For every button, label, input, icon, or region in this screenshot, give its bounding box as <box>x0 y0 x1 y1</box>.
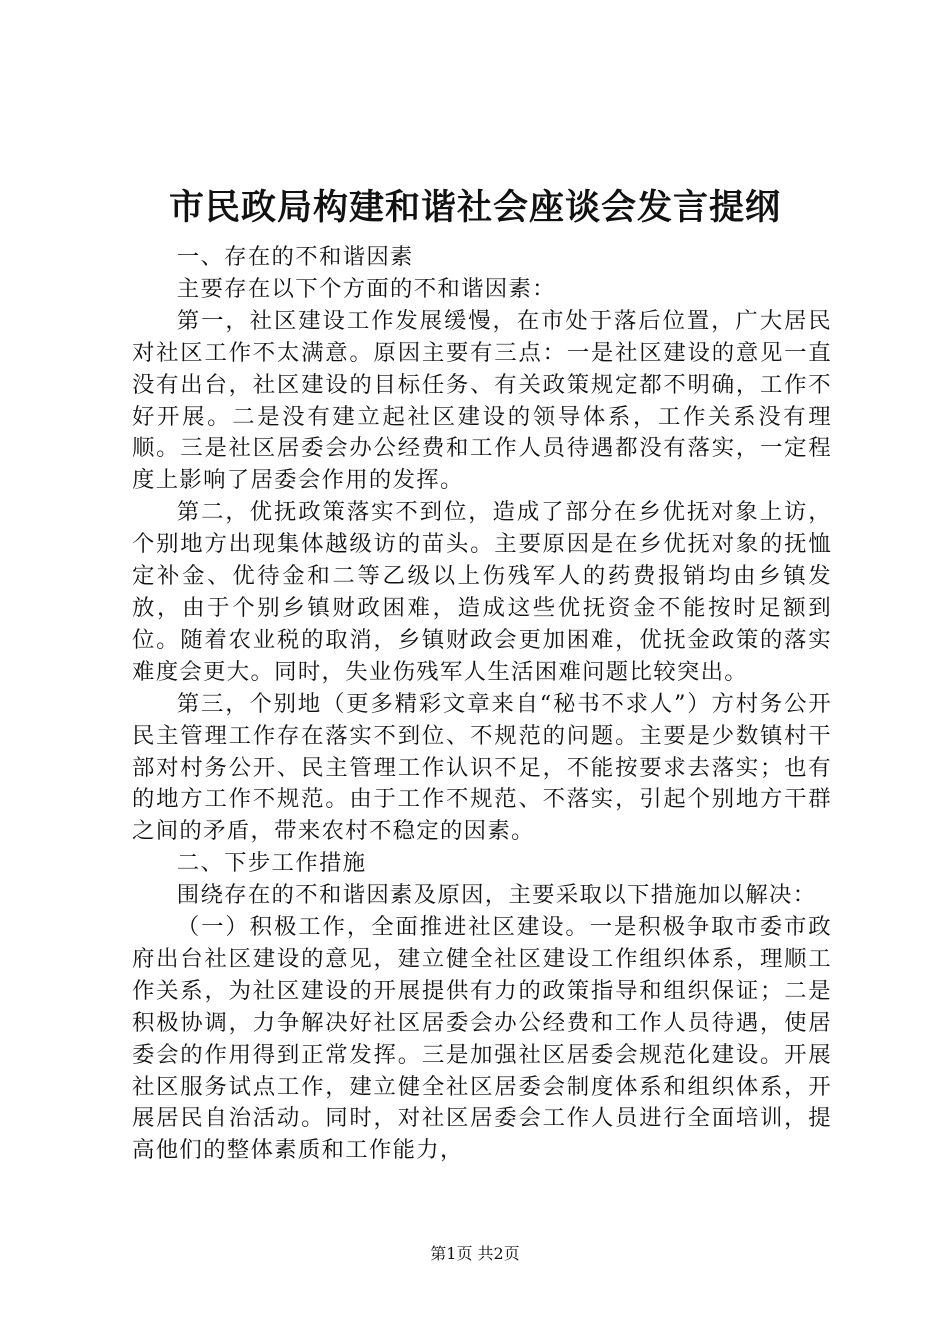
page-footer: 第1页 共2页 <box>430 1244 520 1263</box>
paragraph-measures-intro: 围绕存在的不和谐因素及原因，主要采取以下措施加以解决： <box>176 882 817 909</box>
section-heading-1: 一、存在的不和谐因素 <box>176 244 414 270</box>
paragraph-measure-1: （一）积极工作，全面推进社区建设。一是积极争取市委市政府出台社区建设的意见，建立健全社区建设工作组织体系，理顺工作关系，为社区建设的开展提供有力的政策指导和组织保证；二是积极协调，力争解决好社区居委会办公经费和工作人员待遇，使居委会的作用得到正常发挥。三是加强社区居委会规范化建设。开展社区服务试点工作，建立健全社区居委会制度体系和组织体系，开展居民自治活动。同时，对社区居委会工作人员进行全面培训，提高他们的整体素质和工作能力， <box>132 914 832 1164</box>
paragraph-second: 第二，优抚政策落实不到位，造成了部分在乡优抚对象上访，个别地方出现集体越级访的苗头。主要原因是在乡优抚对象的抚恤定补金、优待金和二等乙级以上伤残军人的药费报销均由乡镇发放，由于个别乡镇财政困难，造成这些优抚资金不能按时足额到位。随着农业税的取消，乡镇财政会更加困难，优抚金政策的落实难度会更大。同时，失业伤残军人生活困难问题比较突出。 <box>132 499 832 685</box>
section-heading-2: 二、下步工作措施 <box>176 850 367 877</box>
paragraph-intro: 主要存在以下个方面的不和谐因素： <box>176 275 556 302</box>
paragraph-third: 第三，个别地（更多精彩文章来自“秘书不求人”）方村务公开民主管理工作存在落实不到位、不规范的问题。主要是少数镇村干部对村务公开、民主管理工作认识不足，不能按要求去落实；也有的地方工作不规范。由于工作不规范、不落实，引起个别地方干群之间的矛盾，带来农村不稳定的因素。 <box>132 690 832 845</box>
document-body <box>132 242 832 1167</box>
paragraph-first: 第一，社区建设工作发展缓慢，在市处于落后位置，广大居民对社区工作不太满意。原因主要有三点：一是社区建设的意见一直没有出台，社区建设的目标任务、有关政策规定都不明确，工作不好开展。二是没有建立起社区建设的领导体系，工作关系没有理顺。三是社区居委会办公经费和工作人员待遇都没有落实，一定程度上影响了居委会作用的发挥。 <box>132 307 832 494</box>
document-title: 市民政局构建和谐社会座谈会发言提纲 <box>168 187 781 228</box>
